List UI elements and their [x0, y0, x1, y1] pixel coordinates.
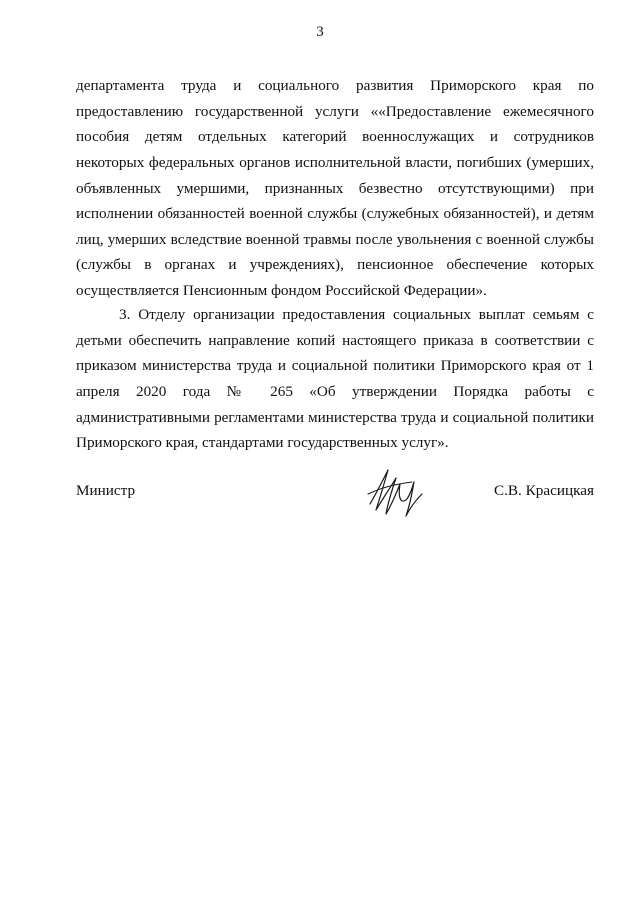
handwritten-signature — [366, 464, 426, 520]
paragraph-item-3: 3. Отделу организации предоставления социальных выплат семьям с детьми обеспечить направление копий настоящего приказа в соответствии с приказом министерства труда и социальной политики Приморского края от 1 апреля 2020 года № 265 «Об утверждении Порядка работы с административными регламентами министерства труда и социальной политики Приморского края, стандартами государственных услуг». — [76, 306, 594, 452]
signer-name: С.В. Красицкая — [494, 482, 594, 499]
signature-row — [76, 482, 594, 522]
page-number: 3 — [316, 24, 324, 40]
signer-title: Министр — [76, 482, 136, 499]
paragraph-continued: департамента труда и социального развития Приморского края по предоставлению государственной услуги ««Предоставление ежемесячного пособия детям отдельных категорий военнослужащих и сотрудников некоторых федеральных органов исполнительной власти, погибших (умерших, объявленных умершими, признанных безвестно отсутствующими) при исполнении обязанностей военной службы (служебных обязанностей), и детям лиц, умерших вследствие военной травмы после увольнения с военной службы (службы в органах и учреждениях), пенсионное обеспечение которых осуществляется Пенсионным фондом Российской Федерации». — [76, 77, 594, 299]
